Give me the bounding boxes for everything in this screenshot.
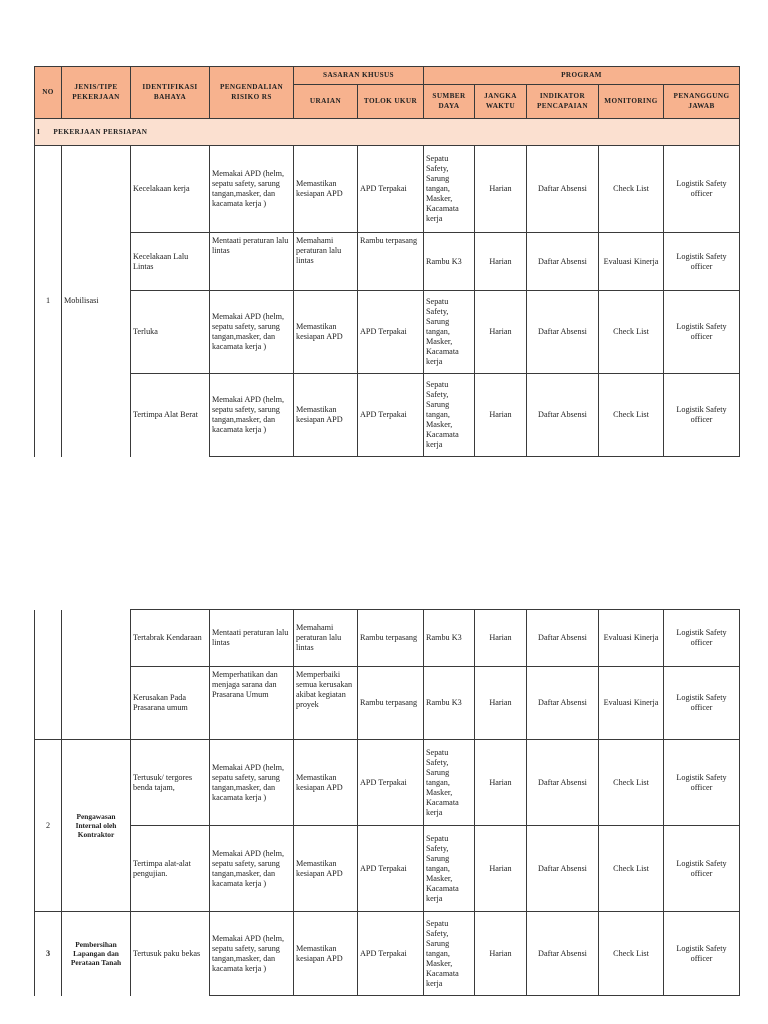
sumber-cell: Sepatu Safety, Sarung tangan, Masker, Kacamata kerja [424, 291, 475, 374]
pengendalian-cell: Memakai APD (helm, sepatu safety, sarung tangan,masker, dan kacamata kerja ) [210, 912, 294, 996]
header-penanggung-jawab: PENANGGUNG JAWAB [664, 85, 740, 119]
bahaya-cell: Kerusakan Pada Prasarana umum [131, 667, 210, 740]
section-row [35, 119, 740, 146]
indikator-cell: Daftar Absensi [527, 291, 599, 374]
monitoring-cell: Evaluasi Kinerja [599, 667, 664, 740]
header-jangka-waktu: JANGKA WAKTU [475, 85, 527, 119]
header-sasaran: SASARAN KHUSUS [294, 67, 424, 85]
indikator-cell: Daftar Absensi [527, 912, 599, 996]
jangka-cell: Harian [475, 610, 527, 667]
tolok-cell: APD Terpakai [358, 374, 424, 457]
pengendalian-cell: Mentaati peraturan lalu lintas [210, 233, 294, 291]
bahaya-cell: Tertimpa Alat Berat [131, 374, 210, 457]
indikator-cell: Daftar Absensi [527, 374, 599, 457]
group-name: Pengawasan Internal oleh Kontraktor [62, 740, 131, 912]
monitoring-cell: Evaluasi Kinerja [599, 610, 664, 667]
header-tolok-ukur: TOLOK UKUR [358, 85, 424, 119]
tolok-cell: APD Terpakai [358, 146, 424, 233]
monitoring-cell: Check List [599, 740, 664, 826]
pengendalian-cell: Memakai APD (helm, sepatu safety, sarung tangan,masker, dan kacamata kerja ) [210, 374, 294, 457]
indikator-cell: Daftar Absensi [527, 146, 599, 233]
jangka-cell: Harian [475, 291, 527, 374]
bahaya-cell: Kecelakaan Lalu Lintas [131, 233, 210, 291]
risk-table-page-2 [34, 609, 740, 996]
jangka-cell: Harian [475, 374, 527, 457]
jangka-cell: Harian [475, 740, 527, 826]
indikator-cell: Daftar Absensi [527, 740, 599, 826]
header-monitoring: MONITORING [599, 85, 664, 119]
tolok-cell: Rambu terpasang [358, 233, 424, 291]
header-identifikasi: IDENTIFIKASI BAHAYA [131, 67, 210, 119]
table-row [35, 667, 740, 740]
pj-cell: Logistik Safety officer [664, 610, 740, 667]
table-row [35, 740, 740, 826]
uraian-cell: Memperbaiki semua kerusakan akibat kegiatan proyek [294, 667, 358, 740]
sumber-cell: Sepatu Safety, Sarung tangan, Masker, Kacamata kerja [424, 826, 475, 912]
sumber-cell: Rambu K3 [424, 610, 475, 667]
header-indikator: INDIKATOR PENCAPAIAN [527, 85, 599, 119]
monitoring-cell: Check List [599, 374, 664, 457]
bahaya-cell: Tertusuk paku bekas [131, 912, 210, 996]
risk-table-page-1 [34, 66, 740, 457]
header-jenis: JENIS/TIPE PEKERJAAN [62, 67, 131, 119]
indikator-cell: Daftar Absensi [527, 610, 599, 667]
sumber-cell: Sepatu Safety, Sarung tangan, Masker, Kacamata kerja [424, 146, 475, 233]
tolok-cell: APD Terpakai [358, 740, 424, 826]
table-row [35, 374, 740, 457]
tolok-cell: APD Terpakai [358, 912, 424, 996]
section-number: I [37, 127, 41, 136]
jangka-cell: Harian [475, 826, 527, 912]
tolok-cell: Rambu terpasang [358, 667, 424, 740]
tolok-cell: APD Terpakai [358, 826, 424, 912]
table-row [35, 291, 740, 374]
uraian-cell: Memastikan kesiapan APD [294, 374, 358, 457]
group-number: 3 [35, 912, 62, 996]
uraian-cell: Memastikan kesiapan APD [294, 912, 358, 996]
group-number-continued [35, 610, 62, 740]
uraian-cell: Memahami peraturan lalu lintas [294, 610, 358, 667]
bahaya-cell: Tertabrak Kendaraan [131, 610, 210, 667]
bahaya-cell: Tertimpa alat-alat pengujian. [131, 826, 210, 912]
header-no: NO [35, 67, 62, 119]
indikator-cell: Daftar Absensi [527, 667, 599, 740]
uraian-cell: Memastikan kesiapan APD [294, 291, 358, 374]
tolok-cell: Rambu terpasang [358, 610, 424, 667]
monitoring-cell: Check List [599, 826, 664, 912]
sumber-cell: Sepatu Safety, Sarung tangan, Masker, Kacamata kerja [424, 912, 475, 996]
pj-cell: Logistik Safety officer [664, 912, 740, 996]
pj-cell: Logistik Safety officer [664, 146, 740, 233]
uraian-cell: Memastikan kesiapan APD [294, 740, 358, 826]
group-number: 2 [35, 740, 62, 912]
bahaya-cell: Kecelakaan kerja [131, 146, 210, 233]
uraian-cell: Memastikan kesiapan APD [294, 146, 358, 233]
monitoring-cell: Check List [599, 912, 664, 996]
pj-cell: Logistik Safety officer [664, 667, 740, 740]
group-name: Mobilisasi [62, 146, 131, 457]
pengendalian-cell: Memakai APD (helm, sepatu safety, sarung tangan,masker, dan kacamata kerja ) [210, 740, 294, 826]
uraian-cell: Memahami peraturan lalu lintas [294, 233, 358, 291]
indikator-cell: Daftar Absensi [527, 826, 599, 912]
header-sumber-daya: SUMBER DAYA [424, 85, 475, 119]
header-uraian: URAIAN [294, 85, 358, 119]
section-label: PEKERJAAN PERSIAPAN [53, 127, 148, 136]
group-name: Pembersihan Lapangan dan Perataan Tanah [62, 912, 131, 996]
jangka-cell: Harian [475, 233, 527, 291]
indikator-cell: Daftar Absensi [527, 233, 599, 291]
monitoring-cell: Check List [599, 291, 664, 374]
pengendalian-cell: Mentaati peraturan lalu lintas [210, 610, 294, 667]
section-title [35, 119, 740, 146]
jangka-cell: Harian [475, 146, 527, 233]
pj-cell: Logistik Safety officer [664, 740, 740, 826]
bahaya-cell: Terluka [131, 291, 210, 374]
tolok-cell: APD Terpakai [358, 291, 424, 374]
pengendalian-cell: Memakai APD (helm, sepatu safety, sarung tangan,masker, dan kacamata kerja ) [210, 146, 294, 233]
table-row [35, 233, 740, 291]
jangka-cell: Harian [475, 912, 527, 996]
uraian-cell: Memastikan kesiapan APD [294, 826, 358, 912]
table-row [35, 912, 740, 996]
pengendalian-cell: Memakai APD (helm, sepatu safety, sarung tangan,masker, dan kacamata kerja ) [210, 291, 294, 374]
sumber-cell: Sepatu Safety, Sarung tangan, Masker, Kacamata kerja [424, 374, 475, 457]
pj-cell: Logistik Safety officer [664, 233, 740, 291]
sumber-cell: Rambu K3 [424, 667, 475, 740]
bahaya-cell: Tertusuk/ tergores benda tajam, [131, 740, 210, 826]
group-number: 1 [35, 146, 62, 457]
pengendalian-cell: Memperhatikan dan menjaga sarana dan Prasarana Umum [210, 667, 294, 740]
monitoring-cell: Evaluasi Kinerja [599, 233, 664, 291]
header-program: PROGRAM [424, 67, 740, 85]
pj-cell: Logistik Safety officer [664, 826, 740, 912]
header-pengendalian: PENGENDALIAN RISIKO RS [210, 67, 294, 119]
pengendalian-cell: Memakai APD (helm, sepatu safety, sarung tangan,masker, dan kacamata kerja ) [210, 826, 294, 912]
pj-cell: Logistik Safety officer [664, 291, 740, 374]
table-row [35, 610, 740, 667]
jangka-cell: Harian [475, 667, 527, 740]
table-row [35, 146, 740, 233]
sumber-cell: Sepatu Safety, Sarung tangan, Masker, Kacamata kerja [424, 740, 475, 826]
group-name-continued [62, 610, 131, 740]
table-row [35, 826, 740, 912]
pj-cell: Logistik Safety officer [664, 374, 740, 457]
sumber-cell: Rambu K3 [424, 233, 475, 291]
monitoring-cell: Check List [599, 146, 664, 233]
